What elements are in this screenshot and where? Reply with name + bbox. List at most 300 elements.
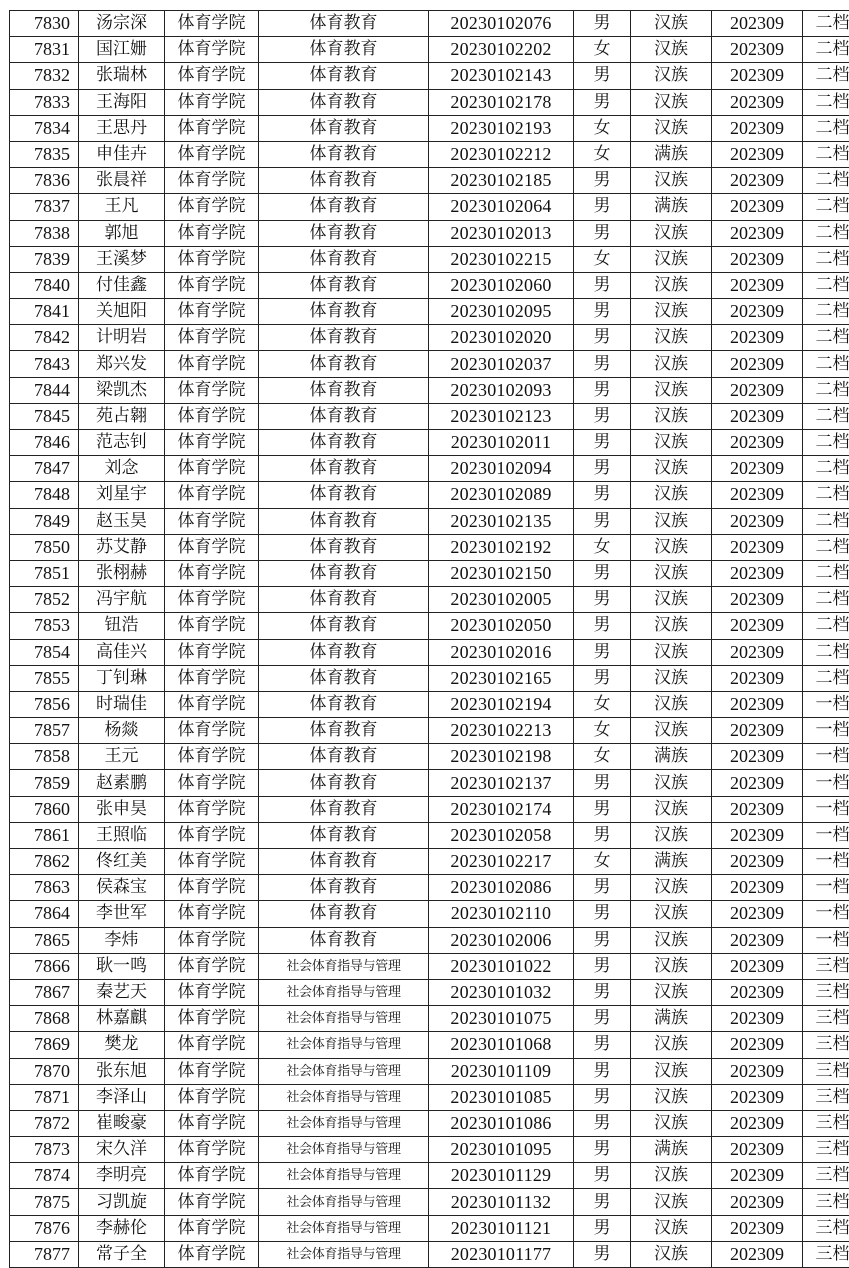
term-cell: 202309: [712, 508, 803, 534]
seq-cell: 7838: [10, 220, 79, 246]
seq-cell: 7862: [10, 849, 79, 875]
table-row: [10, 901, 849, 927]
term-cell: 202309: [712, 11, 803, 37]
major-cell: 体育教育: [259, 613, 429, 639]
grade-cell: 一档: [803, 901, 849, 927]
student-id-cell: 20230102060: [429, 272, 574, 298]
ethnicity-cell: 汉族: [631, 613, 712, 639]
college-cell: 体育学院: [165, 744, 259, 770]
student-id-cell: 20230102213: [429, 718, 574, 744]
student-id-cell: 20230102006: [429, 927, 574, 953]
term-cell: 202309: [712, 1189, 803, 1215]
college-cell: 体育学院: [165, 691, 259, 717]
ethnicity-cell: 汉族: [631, 456, 712, 482]
name-cell: 张申昊: [79, 796, 165, 822]
major-cell: 体育教育: [259, 482, 429, 508]
table-row: [10, 430, 849, 456]
table-row: [10, 875, 849, 901]
grade-cell: 三档: [803, 1006, 849, 1032]
ethnicity-cell: 汉族: [631, 587, 712, 613]
major-cell: 体育教育: [259, 508, 429, 534]
term-cell: 202309: [712, 325, 803, 351]
seq-cell: 7872: [10, 1110, 79, 1136]
college-cell: 体育学院: [165, 1058, 259, 1084]
seq-cell: 7831: [10, 37, 79, 63]
term-cell: 202309: [712, 1215, 803, 1241]
student-id-cell: 20230102212: [429, 141, 574, 167]
table-row: [10, 718, 849, 744]
major-cell: 体育教育: [259, 587, 429, 613]
major-cell: 社会体育指导与管理: [259, 1215, 429, 1241]
student-id-cell: 20230101132: [429, 1189, 574, 1215]
table-row: [10, 1189, 849, 1215]
name-cell: 丁钊琳: [79, 665, 165, 691]
grade-cell: 二档: [803, 246, 849, 272]
ethnicity-cell: 汉族: [631, 403, 712, 429]
grade-cell: 一档: [803, 770, 849, 796]
table-row: [10, 63, 849, 89]
table-row: [10, 11, 849, 37]
gender-cell: 男: [574, 1241, 631, 1267]
seq-cell: 7834: [10, 115, 79, 141]
student-list-table: [9, 10, 849, 1268]
table-row: [10, 272, 849, 298]
major-cell: 体育教育: [259, 89, 429, 115]
term-cell: 202309: [712, 849, 803, 875]
student-id-cell: 20230101109: [429, 1058, 574, 1084]
ethnicity-cell: 汉族: [631, 63, 712, 89]
table-row: [10, 456, 849, 482]
student-id-cell: 20230102192: [429, 534, 574, 560]
seq-cell: 7871: [10, 1084, 79, 1110]
ethnicity-cell: 汉族: [631, 560, 712, 586]
name-cell: 李世军: [79, 901, 165, 927]
student-id-cell: 20230102020: [429, 325, 574, 351]
ethnicity-cell: 汉族: [631, 979, 712, 1005]
term-cell: 202309: [712, 822, 803, 848]
grade-cell: 二档: [803, 272, 849, 298]
seq-cell: 7873: [10, 1137, 79, 1163]
grade-cell: 二档: [803, 63, 849, 89]
student-id-cell: 20230102089: [429, 482, 574, 508]
major-cell: 体育教育: [259, 299, 429, 325]
name-cell: 苑占翱: [79, 403, 165, 429]
gender-cell: 女: [574, 691, 631, 717]
gender-cell: 男: [574, 1032, 631, 1058]
table-row: [10, 744, 849, 770]
table-row: [10, 534, 849, 560]
name-cell: 王凡: [79, 194, 165, 220]
table-row: [10, 89, 849, 115]
name-cell: 耿一鸣: [79, 953, 165, 979]
table-row: [10, 299, 849, 325]
gender-cell: 男: [574, 482, 631, 508]
seq-cell: 7867: [10, 979, 79, 1005]
student-id-cell: 20230102093: [429, 377, 574, 403]
term-cell: 202309: [712, 1241, 803, 1267]
seq-cell: 7852: [10, 587, 79, 613]
grade-cell: 一档: [803, 849, 849, 875]
student-id-cell: 20230102050: [429, 613, 574, 639]
college-cell: 体育学院: [165, 325, 259, 351]
gender-cell: 女: [574, 141, 631, 167]
college-cell: 体育学院: [165, 901, 259, 927]
table-row: [10, 482, 849, 508]
major-cell: 体育教育: [259, 168, 429, 194]
name-cell: 梁凯杰: [79, 377, 165, 403]
gender-cell: 女: [574, 744, 631, 770]
student-id-cell: 20230102076: [429, 11, 574, 37]
college-cell: 体育学院: [165, 115, 259, 141]
gender-cell: 男: [574, 927, 631, 953]
table-body: [10, 11, 849, 1268]
major-cell: 体育教育: [259, 927, 429, 953]
college-cell: 体育学院: [165, 1215, 259, 1241]
major-cell: 体育教育: [259, 246, 429, 272]
ethnicity-cell: 汉族: [631, 1215, 712, 1241]
student-id-cell: 20230102143: [429, 63, 574, 89]
seq-cell: 7844: [10, 377, 79, 403]
name-cell: 赵素鹏: [79, 770, 165, 796]
grade-cell: 二档: [803, 482, 849, 508]
college-cell: 体育学院: [165, 613, 259, 639]
table-row: [10, 1084, 849, 1110]
major-cell: 社会体育指导与管理: [259, 1110, 429, 1136]
table-row: [10, 508, 849, 534]
major-cell: 体育教育: [259, 37, 429, 63]
ethnicity-cell: 汉族: [631, 246, 712, 272]
term-cell: 202309: [712, 979, 803, 1005]
grade-cell: 二档: [803, 351, 849, 377]
name-cell: 刘念: [79, 456, 165, 482]
gender-cell: 男: [574, 351, 631, 377]
table-row: [10, 37, 849, 63]
student-id-cell: 20230102064: [429, 194, 574, 220]
ethnicity-cell: 汉族: [631, 927, 712, 953]
grade-cell: 三档: [803, 979, 849, 1005]
student-id-cell: 20230102194: [429, 691, 574, 717]
grade-cell: 三档: [803, 953, 849, 979]
college-cell: 体育学院: [165, 665, 259, 691]
college-cell: 体育学院: [165, 246, 259, 272]
grade-cell: 一档: [803, 822, 849, 848]
term-cell: 202309: [712, 37, 803, 63]
term-cell: 202309: [712, 1110, 803, 1136]
ethnicity-cell: 汉族: [631, 89, 712, 115]
term-cell: 202309: [712, 1058, 803, 1084]
college-cell: 体育学院: [165, 141, 259, 167]
term-cell: 202309: [712, 744, 803, 770]
term-cell: 202309: [712, 718, 803, 744]
major-cell: 体育教育: [259, 691, 429, 717]
student-id-cell: 20230102110: [429, 901, 574, 927]
gender-cell: 男: [574, 194, 631, 220]
term-cell: 202309: [712, 1084, 803, 1110]
ethnicity-cell: 汉族: [631, 430, 712, 456]
gender-cell: 男: [574, 430, 631, 456]
gender-cell: 男: [574, 822, 631, 848]
grade-cell: 二档: [803, 639, 849, 665]
term-cell: 202309: [712, 927, 803, 953]
gender-cell: 男: [574, 1084, 631, 1110]
major-cell: 体育教育: [259, 534, 429, 560]
college-cell: 体育学院: [165, 1110, 259, 1136]
term-cell: 202309: [712, 115, 803, 141]
term-cell: 202309: [712, 639, 803, 665]
college-cell: 体育学院: [165, 1084, 259, 1110]
student-id-cell: 20230101129: [429, 1163, 574, 1189]
ethnicity-cell: 汉族: [631, 770, 712, 796]
grade-cell: 二档: [803, 299, 849, 325]
seq-cell: 7850: [10, 534, 79, 560]
term-cell: 202309: [712, 1032, 803, 1058]
name-cell: 刘星宇: [79, 482, 165, 508]
term-cell: 202309: [712, 351, 803, 377]
major-cell: 社会体育指导与管理: [259, 1137, 429, 1163]
table-row: [10, 849, 849, 875]
college-cell: 体育学院: [165, 430, 259, 456]
student-id-cell: 20230102178: [429, 89, 574, 115]
term-cell: 202309: [712, 796, 803, 822]
student-id-cell: 20230101095: [429, 1137, 574, 1163]
student-id-cell: 20230102202: [429, 37, 574, 63]
name-cell: 佟红美: [79, 849, 165, 875]
term-cell: 202309: [712, 403, 803, 429]
major-cell: 体育教育: [259, 770, 429, 796]
major-cell: 社会体育指导与管理: [259, 1058, 429, 1084]
seq-cell: 7868: [10, 1006, 79, 1032]
college-cell: 体育学院: [165, 1032, 259, 1058]
major-cell: 社会体育指导与管理: [259, 1032, 429, 1058]
name-cell: 苏艾静: [79, 534, 165, 560]
ethnicity-cell: 汉族: [631, 1058, 712, 1084]
grade-cell: 一档: [803, 744, 849, 770]
major-cell: 社会体育指导与管理: [259, 1163, 429, 1189]
grade-cell: 三档: [803, 1058, 849, 1084]
name-cell: 付佳鑫: [79, 272, 165, 298]
ethnicity-cell: 汉族: [631, 272, 712, 298]
college-cell: 体育学院: [165, 351, 259, 377]
gender-cell: 女: [574, 115, 631, 141]
major-cell: 体育教育: [259, 639, 429, 665]
seq-cell: 7848: [10, 482, 79, 508]
table-row: [10, 613, 849, 639]
seq-cell: 7869: [10, 1032, 79, 1058]
major-cell: 社会体育指导与管理: [259, 1084, 429, 1110]
term-cell: 202309: [712, 63, 803, 89]
name-cell: 宋久洋: [79, 1137, 165, 1163]
grade-cell: 二档: [803, 141, 849, 167]
gender-cell: 男: [574, 560, 631, 586]
seq-cell: 7874: [10, 1163, 79, 1189]
seq-cell: 7856: [10, 691, 79, 717]
college-cell: 体育学院: [165, 1241, 259, 1267]
student-id-cell: 20230101068: [429, 1032, 574, 1058]
ethnicity-cell: 汉族: [631, 534, 712, 560]
grade-cell: 二档: [803, 11, 849, 37]
table-row: [10, 665, 849, 691]
ethnicity-cell: 汉族: [631, 1241, 712, 1267]
major-cell: 体育教育: [259, 403, 429, 429]
term-cell: 202309: [712, 901, 803, 927]
grade-cell: 一档: [803, 796, 849, 822]
term-cell: 202309: [712, 482, 803, 508]
seq-cell: 7859: [10, 770, 79, 796]
college-cell: 体育学院: [165, 953, 259, 979]
grade-cell: 二档: [803, 613, 849, 639]
college-cell: 体育学院: [165, 272, 259, 298]
grade-cell: 二档: [803, 534, 849, 560]
grade-cell: 二档: [803, 587, 849, 613]
grade-cell: 一档: [803, 718, 849, 744]
ethnicity-cell: 汉族: [631, 220, 712, 246]
grade-cell: 二档: [803, 194, 849, 220]
college-cell: 体育学院: [165, 822, 259, 848]
ethnicity-cell: 汉族: [631, 11, 712, 37]
major-cell: 体育教育: [259, 377, 429, 403]
seq-cell: 7865: [10, 927, 79, 953]
major-cell: 体育教育: [259, 875, 429, 901]
grade-cell: 二档: [803, 403, 849, 429]
name-cell: 范志钊: [79, 430, 165, 456]
ethnicity-cell: 满族: [631, 1137, 712, 1163]
seq-cell: 7832: [10, 63, 79, 89]
term-cell: 202309: [712, 246, 803, 272]
gender-cell: 男: [574, 953, 631, 979]
name-cell: 赵玉昊: [79, 508, 165, 534]
seq-cell: 7839: [10, 246, 79, 272]
college-cell: 体育学院: [165, 168, 259, 194]
grade-cell: 二档: [803, 37, 849, 63]
major-cell: 体育教育: [259, 63, 429, 89]
seq-cell: 7840: [10, 272, 79, 298]
ethnicity-cell: 汉族: [631, 1110, 712, 1136]
grade-cell: 三档: [803, 1032, 849, 1058]
seq-cell: 7849: [10, 508, 79, 534]
seq-cell: 7876: [10, 1215, 79, 1241]
gender-cell: 男: [574, 901, 631, 927]
student-id-cell: 20230101032: [429, 979, 574, 1005]
grade-cell: 二档: [803, 325, 849, 351]
ethnicity-cell: 汉族: [631, 1084, 712, 1110]
major-cell: 体育教育: [259, 272, 429, 298]
table-row: [10, 168, 849, 194]
gender-cell: 男: [574, 272, 631, 298]
term-cell: 202309: [712, 875, 803, 901]
college-cell: 体育学院: [165, 37, 259, 63]
student-id-cell: 20230102011: [429, 430, 574, 456]
name-cell: 樊龙: [79, 1032, 165, 1058]
table-row: [10, 325, 849, 351]
ethnicity-cell: 汉族: [631, 482, 712, 508]
seq-cell: 7835: [10, 141, 79, 167]
seq-cell: 7853: [10, 613, 79, 639]
ethnicity-cell: 汉族: [631, 325, 712, 351]
college-cell: 体育学院: [165, 1163, 259, 1189]
college-cell: 体育学院: [165, 639, 259, 665]
gender-cell: 男: [574, 1058, 631, 1084]
gender-cell: 男: [574, 299, 631, 325]
student-id-cell: 20230102058: [429, 822, 574, 848]
table-row: [10, 1241, 849, 1267]
table-row: [10, 246, 849, 272]
major-cell: 体育教育: [259, 744, 429, 770]
gender-cell: 女: [574, 534, 631, 560]
table-row: [10, 979, 849, 1005]
ethnicity-cell: 汉族: [631, 639, 712, 665]
major-cell: 社会体育指导与管理: [259, 953, 429, 979]
seq-cell: 7847: [10, 456, 79, 482]
seq-cell: 7846: [10, 430, 79, 456]
name-cell: 杨燚: [79, 718, 165, 744]
name-cell: 侯森宝: [79, 875, 165, 901]
gender-cell: 女: [574, 37, 631, 63]
name-cell: 汤宗深: [79, 11, 165, 37]
gender-cell: 男: [574, 325, 631, 351]
student-id-cell: 20230102095: [429, 299, 574, 325]
table-row: [10, 403, 849, 429]
college-cell: 体育学院: [165, 560, 259, 586]
name-cell: 国江姗: [79, 37, 165, 63]
major-cell: 体育教育: [259, 718, 429, 744]
gender-cell: 男: [574, 403, 631, 429]
term-cell: 202309: [712, 770, 803, 796]
major-cell: 体育教育: [259, 11, 429, 37]
name-cell: 王思丹: [79, 115, 165, 141]
ethnicity-cell: 满族: [631, 849, 712, 875]
name-cell: 张瑞林: [79, 63, 165, 89]
college-cell: 体育学院: [165, 770, 259, 796]
term-cell: 202309: [712, 456, 803, 482]
seq-cell: 7863: [10, 875, 79, 901]
table-row: [10, 587, 849, 613]
seq-cell: 7875: [10, 1189, 79, 1215]
major-cell: 体育教育: [259, 849, 429, 875]
student-id-cell: 20230101022: [429, 953, 574, 979]
table-row: [10, 1006, 849, 1032]
name-cell: 关旭阳: [79, 299, 165, 325]
name-cell: 李泽山: [79, 1084, 165, 1110]
gender-cell: 男: [574, 1163, 631, 1189]
gender-cell: 男: [574, 456, 631, 482]
seq-cell: 7870: [10, 1058, 79, 1084]
gender-cell: 男: [574, 979, 631, 1005]
name-cell: 崔畯豪: [79, 1110, 165, 1136]
college-cell: 体育学院: [165, 534, 259, 560]
student-id-cell: 20230102016: [429, 639, 574, 665]
student-id-cell: 20230101086: [429, 1110, 574, 1136]
gender-cell: 男: [574, 168, 631, 194]
gender-cell: 男: [574, 89, 631, 115]
name-cell: 王海阳: [79, 89, 165, 115]
seq-cell: 7845: [10, 403, 79, 429]
major-cell: 体育教育: [259, 796, 429, 822]
major-cell: 体育教育: [259, 115, 429, 141]
ethnicity-cell: 汉族: [631, 665, 712, 691]
ethnicity-cell: 汉族: [631, 508, 712, 534]
ethnicity-cell: 汉族: [631, 796, 712, 822]
ethnicity-cell: 汉族: [631, 1163, 712, 1189]
seq-cell: 7833: [10, 89, 79, 115]
grade-cell: 一档: [803, 691, 849, 717]
college-cell: 体育学院: [165, 979, 259, 1005]
gender-cell: 男: [574, 770, 631, 796]
term-cell: 202309: [712, 141, 803, 167]
college-cell: 体育学院: [165, 587, 259, 613]
ethnicity-cell: 汉族: [631, 691, 712, 717]
table-row: [10, 770, 849, 796]
seq-cell: 7857: [10, 718, 79, 744]
